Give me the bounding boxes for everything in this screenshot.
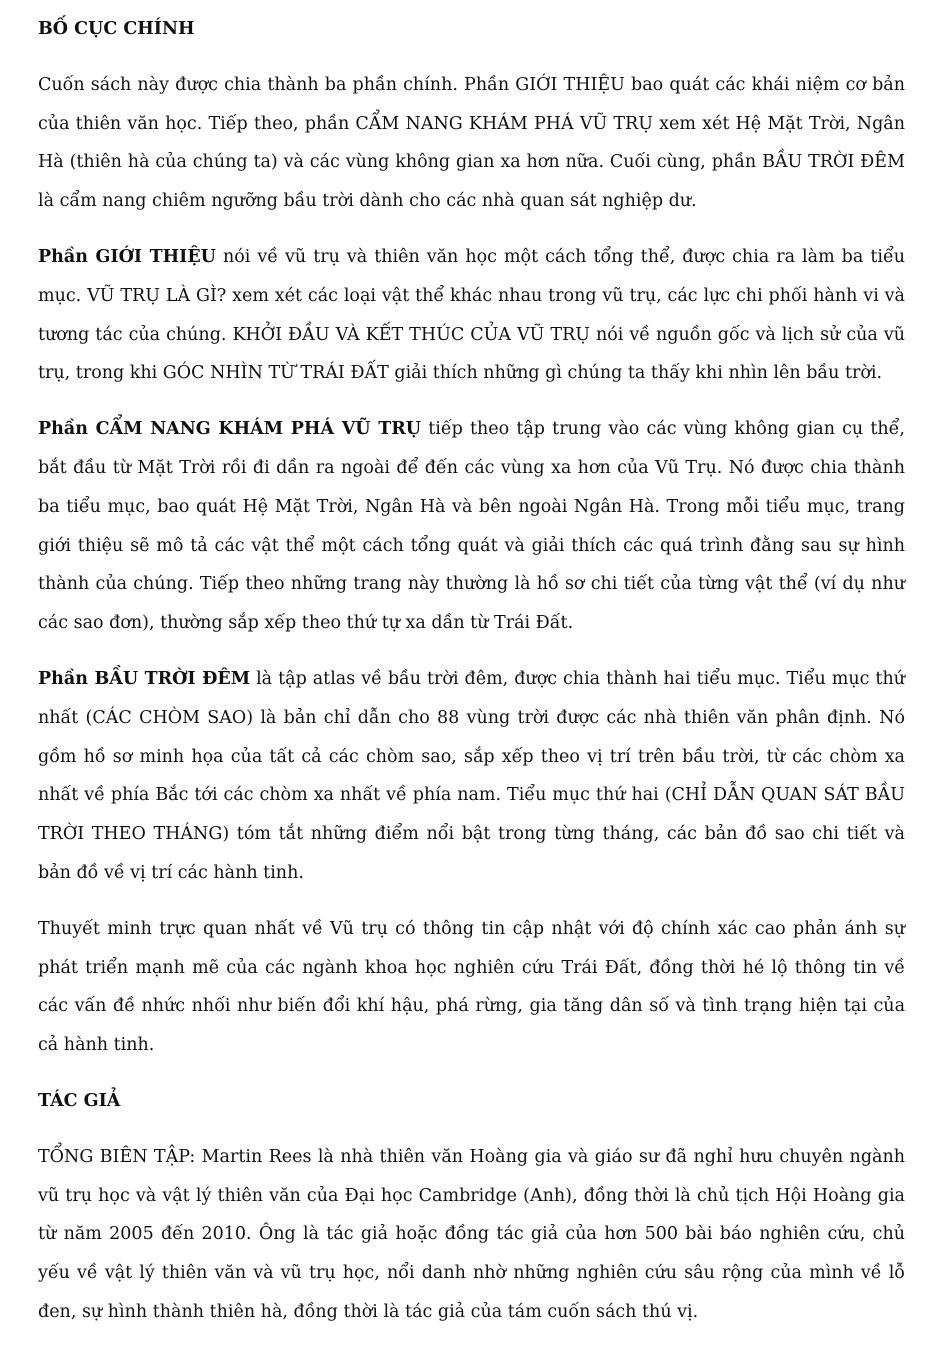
paragraph-introduction-body: nói về vũ trụ và thiên văn học một cách tổng thể, được chia ra làm ba tiểu mục. VŨ TRỤ LÀ GÌ? xem xét các loại vật thể khác nhau trong vũ trụ, các lực chi phối hành vi và tương tác của chúng. KHỞI ĐẦU VÀ KẾT THÚC CỦA VŨ TRỤ nói về nguồn gốc và lịch sử của vũ trụ, trong khi GÓC NHÌN TỪ TRÁI ĐẤT giải thích những gì chúng ta thấy khi nhìn lên bầu trời.: [38, 246, 905, 384]
paragraph-introduction: [38, 238, 905, 393]
section-heading-main-layout: BỐ CỤC CHÍNH: [38, 19, 195, 39]
paragraph-night-sky: [38, 660, 905, 893]
section-heading-author: TÁC GIẢ: [38, 1090, 121, 1111]
paragraph-introduction-lead: Phần GIỚI THIỆU: [38, 246, 216, 267]
paragraph-night-sky-body: là tập atlas về bầu trời đêm, được chia thành hai tiểu mục. Tiểu mục thứ nhất (CÁC CHÒM SAO) là bản chỉ dẫn cho 88 vùng trời được các nhà thiên văn phân định. Nó gồm hồ sơ minh họa của tất cả các chòm sao, sắp xếp theo vị trí trên bầu trời, từ các chòm xa nhất về phía Bắc tới các chòm xa nhất về phía nam. Tiểu mục thứ hai (CHỈ DẪN QUAN SÁT BẦU TRỜI THEO THÁNG) tóm tắt những điểm nổi bật trong từng tháng, các bản đồ sao chi tiết và bản đồ về vị trí các hành tinh.: [38, 668, 905, 883]
paragraph-guide: [38, 410, 905, 643]
paragraph-night-sky-lead: Phần BẦU TRỜI ĐÊM: [38, 668, 251, 689]
paragraph-author: TỔNG BIÊN TẬP: Martin Rees là nhà thiên văn Hoàng gia và giáo sư đã nghỉ hưu chuyên ngành vũ trụ học và vật lý thiên văn của Đại học Cambridge (Anh), đồng thời là chủ tịch Hội Hoàng gia từ năm 2005 đến 2010. Ông là tác giả hoặc đồng tác giả của hơn 500 bài báo nghiên cứu, chủ yếu về vật lý thiên văn và vũ trụ học, nổi danh nhờ những nghiên cứu sâu rộng của mình về lỗ đen, sự hình thành thiên hà, đồng thời là tác giả của tám cuốn sách thú vị.: [38, 1146, 905, 1322]
document-page: [38, 10, 905, 1349]
paragraph-guide-body: tiếp theo tập trung vào các vùng không gian cụ thể, bắt đầu từ Mặt Trời rồi đi dần ra ngoài để đến các vùng xa hơn của Vũ Trụ. Nó được chia thành ba tiểu mục, bao quát Hệ Mặt Trời, Ngân Hà và bên ngoài Ngân Hà. Trong mỗi tiểu mục, trang giới thiệu sẽ mô tả các vật thể một cách tổng quát và giải thích các quá trình đằng sau sự hình thành của chúng. Tiếp theo những trang này thường là hồ sơ chi tiết của từng vật thể (ví dụ như các sao đơn), thường sắp xếp theo thứ tự xa dần từ Trái Đất.: [38, 419, 905, 634]
paragraph-summary: Thuyết minh trực quan nhất về Vũ trụ có thông tin cập nhật với độ chính xác cao phản ánh sự phát triển mạnh mẽ của các ngành khoa học nghiên cứu Trái Đất, đồng thời hé lộ thông tin về các vấn đề nhức nhối như biến đổi khí hậu, phá rừng, gia tăng dân số và tình trạng hiện tại của cả hành tinh.: [38, 918, 905, 1056]
paragraph-overview: Cuốn sách này được chia thành ba phần chính. Phần GIỚI THIỆU bao quát các khái niệm cơ bản của thiên văn học. Tiếp theo, phần CẨM NANG KHÁM PHÁ VŨ TRỤ xem xét Hệ Mặt Trời, Ngân Hà (thiên hà của chúng ta) và các vùng không gian xa hơn nữa. Cuối cùng, phần BẦU TRỜI ĐÊM là cẩm nang chiêm ngưỡng bầu trời dành cho các nhà quan sát nghiệp dư.: [38, 74, 905, 212]
paragraph-guide-lead: Phần CẨM NANG KHÁM PHÁ VŨ TRỤ: [38, 419, 422, 440]
